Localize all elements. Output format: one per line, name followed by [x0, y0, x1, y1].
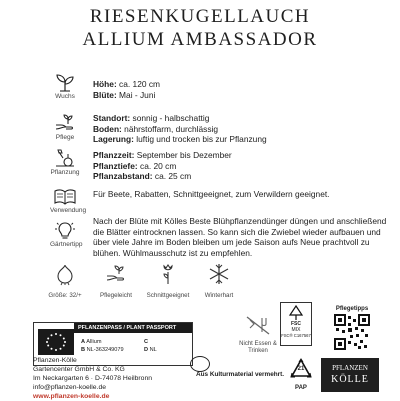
- pflege-block: [50, 113, 80, 141]
- feature-cut-label: Schnittgeeignet: [146, 292, 190, 299]
- bulb-size-icon: [52, 262, 78, 286]
- verwendung-label: Verwendung: [50, 207, 87, 214]
- pflege-row-boden: Boden: nährstoffarm, durchlässig: [93, 123, 219, 134]
- passport-row-c: C: [144, 339, 149, 345]
- title-common-name: RIESENKUGELLAUCH: [89, 6, 311, 27]
- recycling-number: 21: [297, 366, 305, 372]
- feature-easy-care: [94, 262, 138, 299]
- passport-row-a: A Allium: [81, 339, 102, 345]
- gaertnertipp-block: [50, 220, 83, 248]
- company-address: Im Neckargarten 6 · D-74078 Heilbronn: [33, 375, 153, 382]
- company-legal: Gartencenter GmbH & Co. KG: [33, 366, 125, 373]
- brand-logo: [321, 358, 379, 392]
- verwendung-text: Für Beete, Rabatten, Schnittgeeignet, zum Verwildern geeignet.: [93, 189, 330, 199]
- feature-size: [43, 262, 87, 299]
- verwendung-block: [50, 186, 87, 214]
- feature-hardy: [197, 262, 241, 299]
- pflegetipps-qr: [327, 306, 377, 350]
- recycling-mark: [286, 358, 316, 391]
- pflege-row-standort: Standort: sonnig - halbschattig: [93, 113, 210, 123]
- company-name: Pflanzen-Kölle: [33, 357, 77, 364]
- pflege-label: Pflege: [55, 134, 75, 141]
- wuchs-block: [50, 72, 80, 100]
- pflanzung-block: [50, 148, 80, 176]
- pflanzung-row-zeit: Pflanzzeit: September bis Dezember: [93, 150, 232, 160]
- brand-line2: KÖLLE: [331, 374, 369, 385]
- eu-flag-icon: [38, 329, 74, 355]
- gaertnertipp-label: Gärtnertipp: [50, 241, 83, 248]
- snowflake-icon: [206, 262, 232, 286]
- fsc-tree-icon: [287, 305, 305, 321]
- circle-mark: [190, 356, 210, 372]
- pflanzung-text: [93, 150, 393, 182]
- wuchs-label: Wuchs: [55, 93, 75, 100]
- wuchs-text: [93, 79, 393, 100]
- recycling-label: PAP: [295, 385, 307, 391]
- pflegetipps-label: Pflegetipps: [335, 306, 369, 312]
- company-info: [33, 356, 152, 401]
- fsc-code: FSC® C167567: [281, 333, 311, 338]
- pflanzung-label: Pflanzung: [50, 169, 80, 176]
- title-latin-name: ALLIUM AMBASSADOR: [82, 29, 318, 50]
- no-eat-label: Nicht Essen & Trinken: [239, 341, 277, 354]
- company-email[interactable]: info@pflanzen-koelle.de: [33, 384, 107, 391]
- fsc-mix: MIX: [291, 327, 301, 333]
- no-eat-warning: [230, 314, 286, 355]
- fsc-badge: [280, 302, 312, 346]
- cut-flower-icon: [155, 262, 181, 286]
- company-website[interactable]: www.pflanzen-koelle.de: [33, 393, 110, 400]
- brand-line1: PFLANZEN: [332, 364, 368, 372]
- feature-cut: [146, 262, 190, 299]
- no-eating-icon: [244, 314, 272, 336]
- fsc-label: FSC: [291, 321, 301, 327]
- wuchs-row-hoehe: Höhe: ca. 120 cm: [93, 79, 161, 89]
- hand-plant-icon: [53, 113, 77, 133]
- wuchs-row-bluete: Blüte: Mai - Juni: [93, 89, 156, 100]
- lightbulb-icon: [53, 220, 77, 240]
- qr-code-icon[interactable]: [334, 314, 370, 350]
- passport-header: PFLANZENPASS / PLANT PASSPORT: [74, 323, 192, 333]
- feature-size-label: Größe: 32/+: [48, 292, 82, 299]
- pflanzung-row-tiefe: Pflanztiefe: ca. 20 cm: [93, 160, 177, 171]
- pflege-row-lagerung: Lagerung: luftig und trocken bis zur Pflanzung: [93, 134, 267, 145]
- pflege-text: [93, 113, 393, 145]
- passport-row-b: B NL-363249079: [81, 347, 124, 353]
- planting-bulb-icon: [53, 148, 77, 168]
- gaertnertipp-text: Nach der Blüte mit Kölles Beste Blühpflanzendünger düngen und anschließend die Blätter eintrocknen lassen. So kann sich die Zwiebel wieder aufbauen und über viele Jahre im Boden bleiben um jede Saison aufs Neue prachtvoll zu blühen. Wühlmausschutz ist zu empfehlen.: [93, 216, 387, 258]
- feature-easy-care-label: Pflegeleicht: [100, 292, 132, 299]
- material-notice: Aus Kulturmaterial vermehrt.: [196, 371, 285, 378]
- pflanzung-row-abstand: Pflanzabstand: ca. 25 cm: [93, 171, 192, 182]
- feature-hardy-label: Winterhart: [204, 292, 234, 299]
- plant-growth-icon: [53, 72, 77, 92]
- passport-row-d: D NL: [144, 347, 157, 353]
- open-book-icon: [53, 186, 77, 206]
- easy-care-hand-icon: [103, 262, 129, 286]
